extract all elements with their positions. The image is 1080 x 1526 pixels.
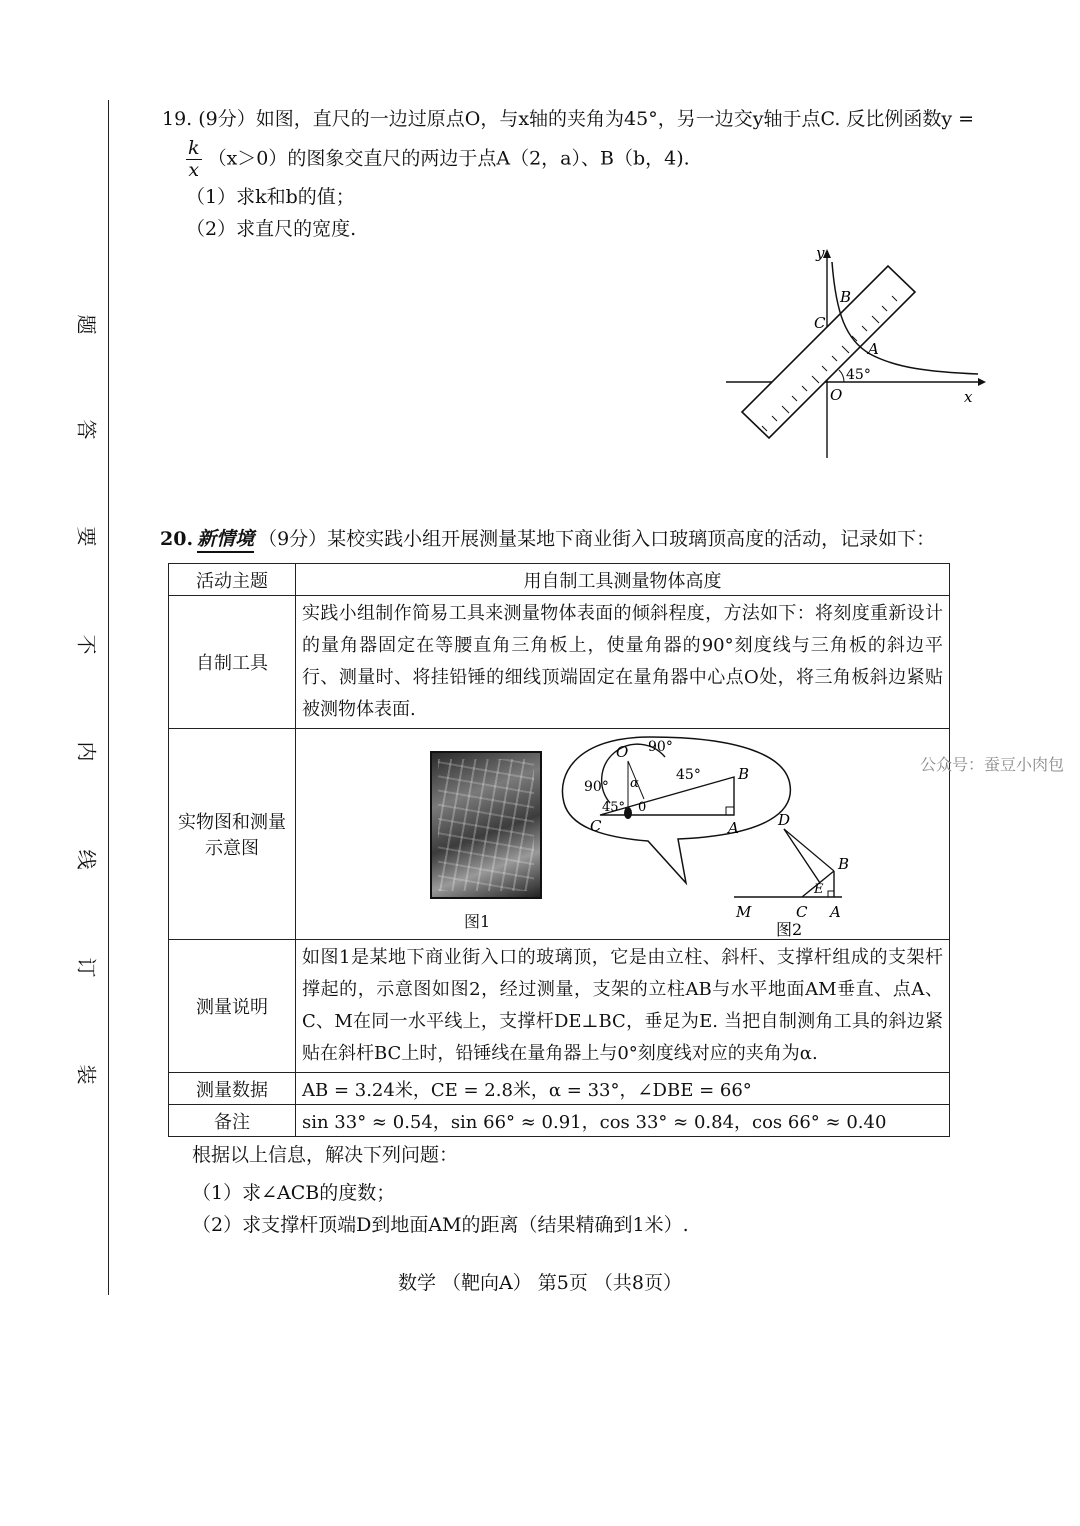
table-row (169, 1073, 950, 1105)
rod-db (784, 829, 834, 871)
photo-texture (438, 759, 534, 891)
table-row (169, 729, 950, 940)
new-context-logo: 新情境 (197, 524, 254, 553)
label-o: O (830, 386, 843, 404)
table-row (169, 1105, 950, 1137)
x-axis-arrow-icon (978, 378, 986, 386)
q19-part2: （2）求直尺的宽度. (186, 218, 357, 240)
table-row (169, 564, 950, 596)
angle-arc (839, 370, 844, 382)
margin-char-8: 装 (74, 1064, 99, 1085)
q19-frac-num: k (188, 137, 200, 159)
row-label-data: 测量数据 (169, 1073, 296, 1105)
label-y: y (816, 244, 825, 262)
q19-line1: 19. (9分）如图，直尺的一边过原点O，与x轴的夹角为45°，另一边交y轴于点C. 反比例函数y = (162, 108, 975, 130)
label-m: M (736, 903, 752, 921)
label-90-top: 90° (648, 739, 673, 755)
measurement-diagram (558, 733, 938, 938)
label-angle-45: 45° (846, 367, 871, 383)
figures-cell (296, 729, 950, 940)
label-c-ground: C (796, 903, 808, 921)
q20-heading (160, 524, 935, 553)
page-footer: 数学 （靶向A） 第5页 （共8页） (397, 1272, 683, 1294)
row-label-theme: 活动主题 (169, 564, 296, 596)
q19-line2 (186, 138, 690, 181)
ruler (742, 266, 915, 438)
right-angle-mark-a (828, 891, 834, 897)
label-d: D (778, 811, 791, 829)
margin-char-1: 题 (74, 314, 99, 335)
label-b-bubble: B (738, 765, 750, 783)
row-value-explanation: 如图1是某地下商业街入口的玻璃顶，它是由立柱、斜杆、支撑杆组成的支架杆撑起的，示意图如图2，经过测量，支架的立柱AB与水平地面AM垂直、点A、C、M在同一水平线上，支撑杆DE⊥BC，垂足为E. 当把自制测角工具的斜边紧贴在斜杆BC上时，铅锤线在量角器上与0°刻度线对应的夹角为α. (296, 940, 950, 1073)
margin-char-3: 要 (74, 526, 99, 547)
row-label-notes: 备注 (169, 1105, 296, 1137)
q20-part1: （1）求∠ACB的度数； (192, 1182, 396, 1204)
row-value-tool: 实践小组制作简易工具来测量物体表面的倾斜程度，方法如下：将刻度重新设计的量角器固定在等腰直角三角板上，使量角器的90°刻度线与三角板的斜边平行、测量时、将挂铅锤的细线顶端固定在量角器中心点O处，将三角板斜边紧贴被测物体表面. (296, 596, 950, 729)
binding-line (108, 100, 109, 1295)
row-label-tool: 自制工具 (169, 596, 296, 729)
q19-frac-den: x (188, 158, 200, 181)
speech-bubble (562, 737, 790, 883)
label-zero: 0 (638, 800, 647, 815)
margin-char-6: 线 (74, 849, 99, 870)
margin-char-7: 订 (74, 957, 99, 978)
label-b-ground: B (838, 855, 850, 873)
glass-roof-photo (430, 751, 542, 899)
activity-record-table (168, 563, 950, 1137)
table-row (169, 940, 950, 1073)
q20-prompt: 根据以上信息，解决下列问题： (192, 1144, 459, 1166)
row-value-theme: 用自制工具测量物体高度 (296, 564, 950, 596)
fig1-caption: 图1 (464, 912, 491, 931)
label-x: x (964, 388, 973, 406)
q19-figure (720, 244, 990, 464)
q19-fraction (186, 138, 202, 181)
label-o-fig2: O (616, 743, 629, 761)
q20-number: 20. (160, 528, 194, 550)
q20-intro: （9分）某校实践小组开展测量某地下商业街入口玻璃顶高度的活动，记录如下： (258, 528, 936, 550)
label-45-left: 45° (602, 800, 626, 815)
margin-char-4: 不 (74, 634, 99, 655)
plumb-bob-icon (624, 807, 632, 819)
label-a-bubble: A (728, 819, 739, 837)
label-a: A (868, 340, 879, 358)
row-value-data: AB = 3.24米，CE = 2.8米，α = 33°，∠DBE = 66° (296, 1073, 950, 1105)
margin-char-2: 答 (74, 419, 99, 440)
watermark: 公众号：蚕豆小肉包 (920, 755, 1065, 774)
label-c: C (814, 314, 826, 332)
support-rod-de (784, 829, 820, 883)
label-45-right: 45° (676, 767, 701, 783)
margin-char-5: 内 (74, 741, 99, 762)
label-c-bubble: C (590, 817, 602, 835)
row-value-notes: sin 33° ≈ 0.54，sin 66° ≈ 0.91，cos 33° ≈ 0.84，cos 66° ≈ 0.40 (296, 1105, 950, 1137)
label-alpha: α (630, 776, 639, 791)
row-label-figures: 实物图和测量示意图 (169, 729, 296, 940)
row-label-explanation: 测量说明 (169, 940, 296, 1073)
table-row (169, 596, 950, 729)
q20-part2: （2）求支撑杆顶端D到地面AM的距离（结果精确到1米）. (192, 1214, 689, 1236)
q19-part1: （1）求k和b的值； (186, 186, 355, 208)
q19-line2-text: （x＞0）的图象交直尺的两边于点A（2，a）、B（b，4). (207, 147, 690, 170)
label-b: B (840, 288, 852, 306)
label-e: E (814, 882, 824, 897)
fig2-caption: 图2 (776, 920, 803, 938)
label-a-ground: A (830, 903, 841, 921)
label-90-left: 90° (584, 779, 609, 795)
